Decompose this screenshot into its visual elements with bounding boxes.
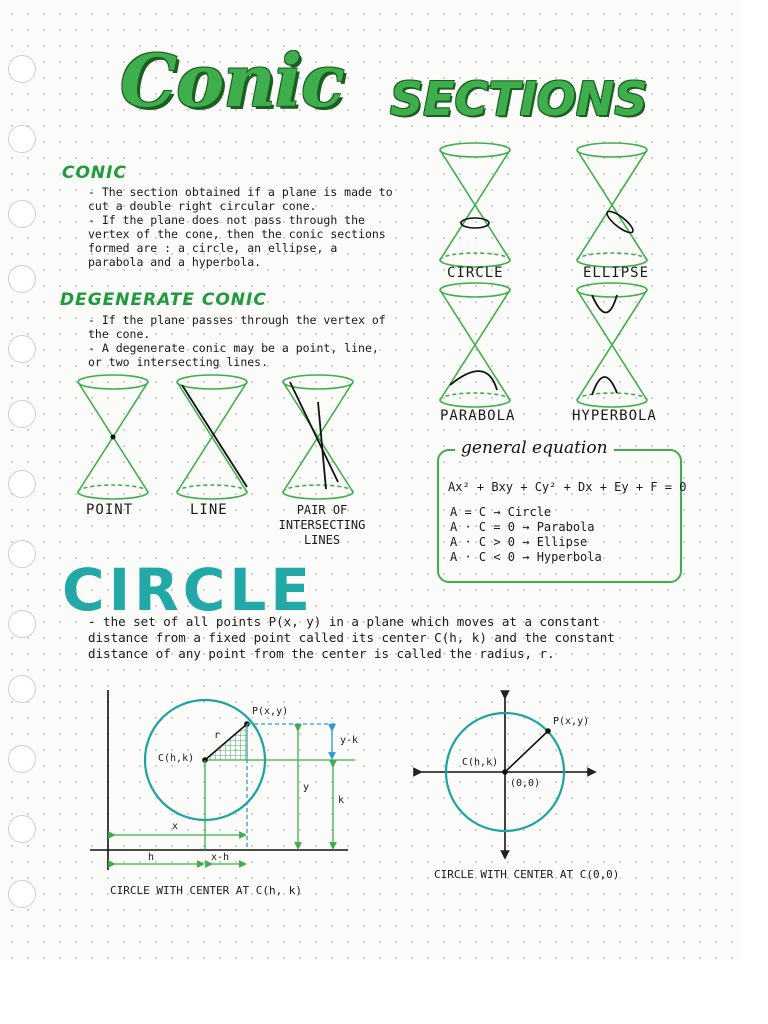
- degenerate-definition: [88, 313, 393, 369]
- cone-ellipse: [577, 143, 647, 267]
- equation-rules: [450, 505, 602, 565]
- degenerate-bullet-1: - If the plane passes through the vertex of the cone.: [88, 313, 386, 341]
- fig2-point-label: P(x,y): [553, 716, 590, 727]
- rule-circle: A = C → Circle: [450, 505, 552, 519]
- circle-definition: - the set of all points P(x, y) in a plane which moves at a constant distance from a fixed point called its center C(h, k) and the constant distance of any point from the center is called the radius, r.: [88, 614, 615, 661]
- fig1-y-label: y: [303, 782, 310, 793]
- cone-point: [78, 375, 148, 499]
- general-equation: Ax² + Bxy + Cy² + Dx + Ey + F = 0: [448, 480, 687, 494]
- fig1-point-label: P(x,y): [252, 706, 289, 717]
- fig1-k-label: k: [338, 795, 345, 806]
- label-line: LINE: [190, 502, 228, 518]
- cone-hyperbola: [577, 283, 647, 407]
- conic-bullet-1: - The section obtained if a plane is made to cut a double right circular cone.: [88, 185, 393, 213]
- label-hyperbola: HYPERBOLA: [572, 408, 657, 424]
- figure-circle-center-hk: [90, 690, 355, 870]
- fig1-radius-label: r: [214, 730, 221, 741]
- fig2-origin-label: (0,0): [510, 778, 541, 789]
- label-parabola: PARABOLA: [440, 408, 516, 424]
- fig1-x-label: x: [172, 821, 179, 832]
- label-circle: CIRCLE: [447, 265, 504, 281]
- cone-line: [177, 375, 247, 499]
- rule-ellipse: A · C > 0 → Ellipse: [450, 535, 588, 549]
- general-equation-title: general equation: [455, 438, 614, 458]
- degenerate-heading: DEGENERATE CONIC: [60, 290, 267, 310]
- conic-definition: [88, 185, 393, 269]
- fig1-center-label: C(h,k): [158, 753, 195, 764]
- cone-parabola: [440, 283, 510, 407]
- fig1-caption: CIRCLE WITH CENTER AT C(h, k): [110, 884, 303, 897]
- circle-heading: CIRCLE: [62, 556, 314, 624]
- degenerate-bullet-2: - A degenerate conic may be a point, line, or two intersecting lines.: [88, 341, 379, 369]
- title-sections: SECTIONS: [390, 72, 648, 126]
- fig1-h-label: h: [148, 852, 155, 863]
- title-conic: Conic: [120, 38, 344, 123]
- cone-circle: [440, 143, 510, 267]
- fig2-caption: CIRCLE WITH CENTER AT C(0,0): [434, 868, 620, 881]
- rule-hyperbola: A · C < 0 → Hyperbola: [450, 550, 602, 564]
- fig1-y-minus-k-label: y-k: [340, 735, 359, 746]
- cone-intersecting-lines: [283, 375, 353, 499]
- fig1-x-minus-h-label: x-h: [211, 852, 230, 863]
- conic-bullet-2: - If the plane does not pass through the vertex of the cone, then the conic sections formed are : a circle, an ellipse, a parabola and a hyperbola.: [88, 213, 386, 269]
- label-point: POINT: [86, 502, 134, 518]
- label-intersecting-lines: PAIR OF INTERSECTING LINES: [278, 503, 366, 547]
- rule-parabola: A · C = 0 → Parabola: [450, 520, 595, 534]
- label-ellipse: ELLIPSE: [583, 265, 650, 281]
- conic-heading: CONIC: [62, 163, 127, 183]
- fig2-center-label: C(h,k): [462, 757, 499, 768]
